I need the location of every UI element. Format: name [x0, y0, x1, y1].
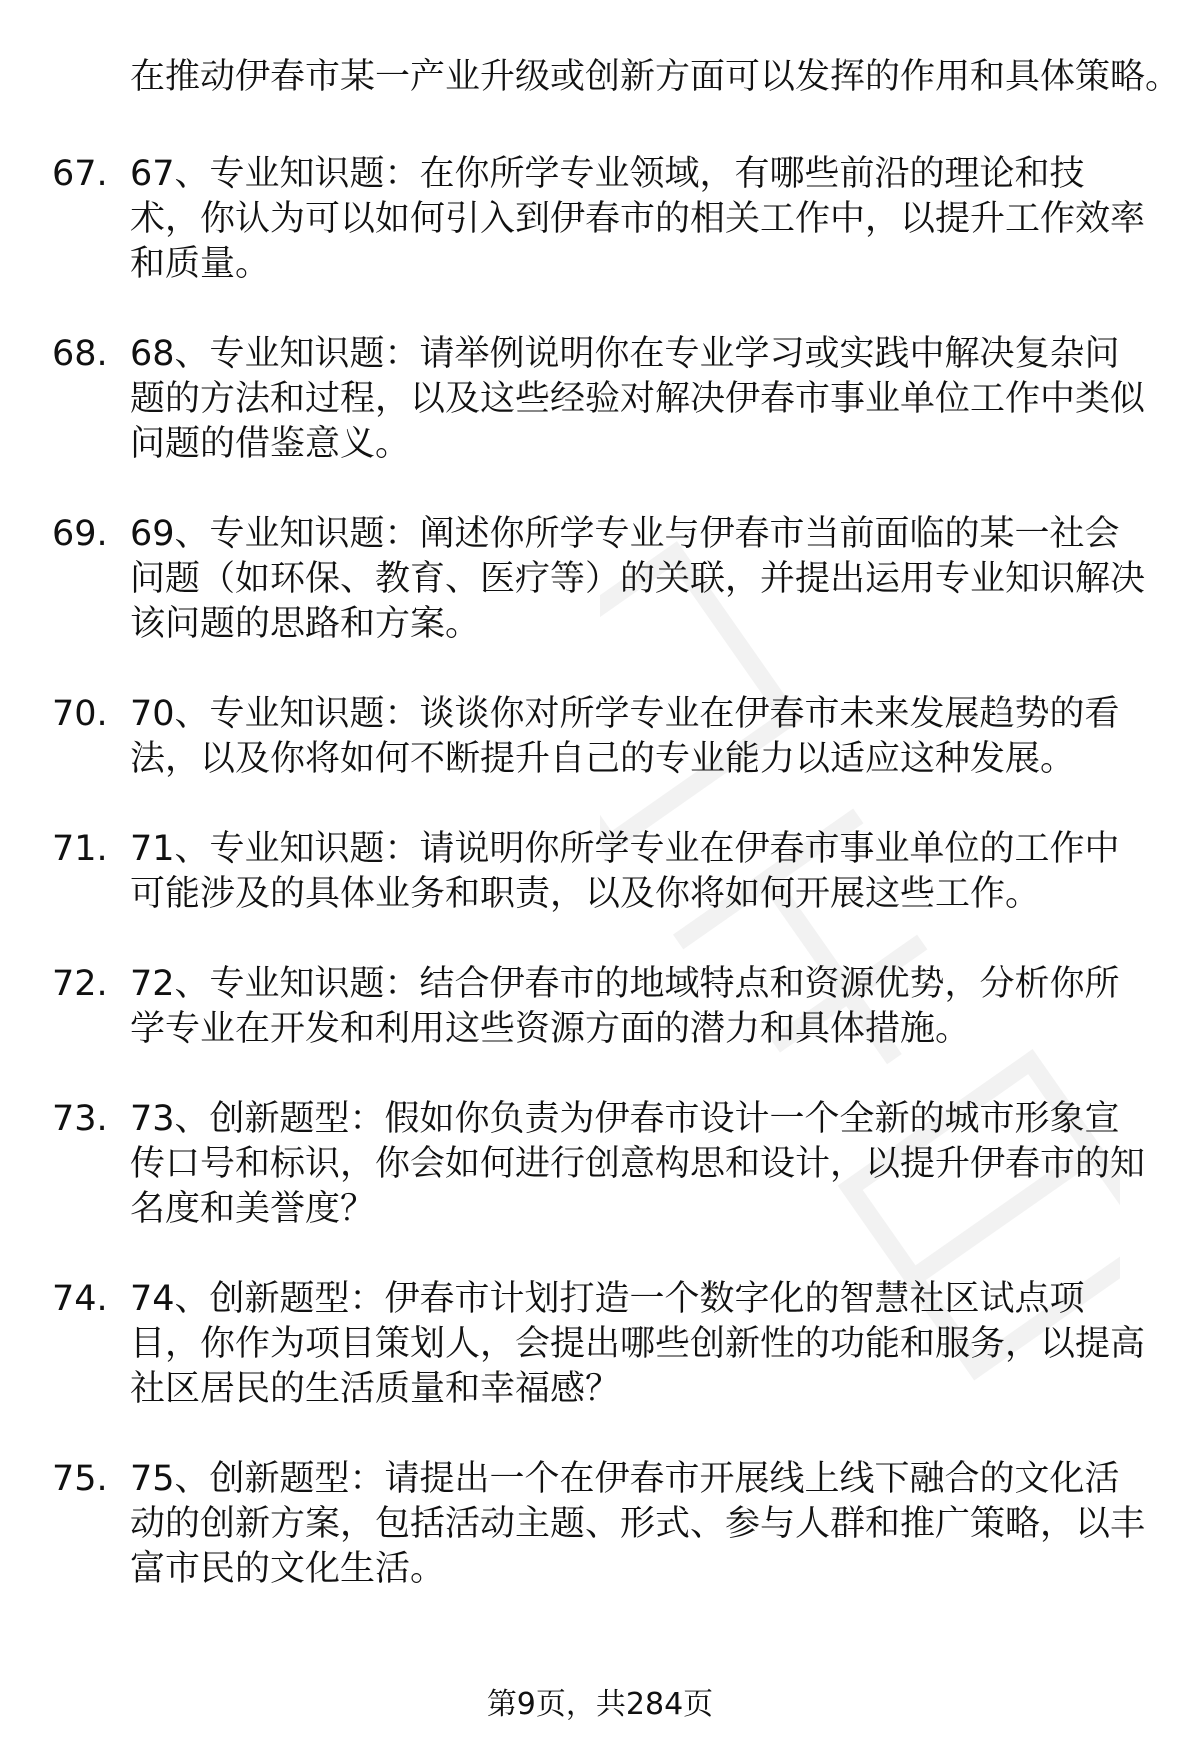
item-number: 74.	[52, 1279, 108, 1319]
item-text: 74、创新题型：伊春市计划打造一个数字化的智慧社区试点项目，你作为项目策划人，会提出哪些创新性的功能和服务，以提高社区居民的生活质量和幸福感？	[130, 1279, 1146, 1409]
item-number: 71.	[52, 829, 108, 869]
item-text: 72、专业知识题：结合伊春市的地域特点和资源优势，分析你所学专业在开发和利用这些资源方面的潜力和具体措施。	[130, 964, 1120, 1049]
list-item	[52, 332, 1152, 467]
item-text: 67、专业知识题：在你所学专业领域，有哪些前沿的理论和技术，你认为可以如何引入到伊春市的相关工作中，以提升工作效率和质量。	[130, 154, 1146, 284]
list-item	[52, 1097, 1152, 1232]
item-number: 68.	[52, 334, 108, 374]
list-item	[52, 962, 1152, 1052]
list-item	[52, 692, 1152, 782]
item-number: 69.	[52, 514, 108, 554]
list-item	[52, 1277, 1152, 1412]
item-number: 73.	[52, 1099, 108, 1139]
list-item	[52, 1457, 1152, 1592]
item-text: 71、专业知识题：请说明你所学专业在伊春市事业单位的工作中可能涉及的具体业务和职责，以及你将如何开展这些工作。	[130, 829, 1120, 914]
list-item	[52, 512, 1152, 647]
page-indicator: 第9页，共284页	[486, 1687, 714, 1722]
item-text: 75、创新题型：请提出一个在伊春市开展线上线下融合的文化活动的创新方案，包括活动主题、形式、参与人群和推广策略，以丰富市民的文化生活。	[130, 1459, 1146, 1589]
item-text: 68、专业知识题：请举例说明你在专业学习或实践中解决复杂问题的方法和过程，以及这些经验对解决伊春市事业单位工作中类似问题的借鉴意义。	[130, 334, 1146, 464]
item-text: 70、专业知识题：谈谈你对所学专业在伊春市未来发展趋势的看法，以及你将如何不断提升自己的专业能力以适应这种发展。	[130, 694, 1120, 779]
page-footer	[0, 1685, 1200, 1725]
list-item	[52, 152, 1152, 287]
list-item	[52, 827, 1152, 917]
question-list	[52, 152, 1152, 1592]
item-number: 70.	[52, 694, 108, 734]
continuation-text: 在推动伊春市某一产业升级或创新方面可以发挥的作用和具体策略。	[130, 57, 1181, 97]
item-text: 73、创新题型：假如你负责为伊春市设计一个全新的城市形象宣传口号和标识，你会如何进行创意构思和设计，以提升伊春市的知名度和美誉度？	[130, 1099, 1146, 1229]
item-number: 67.	[52, 154, 108, 194]
item-text: 69、专业知识题：阐述你所学专业与伊春市当前面临的某一社会问题（如环保、教育、医疗等）的关联，并提出运用专业知识解决该问题的思路和方案。	[130, 514, 1146, 644]
item-number: 72.	[52, 964, 108, 1004]
item-number: 75.	[52, 1459, 108, 1499]
